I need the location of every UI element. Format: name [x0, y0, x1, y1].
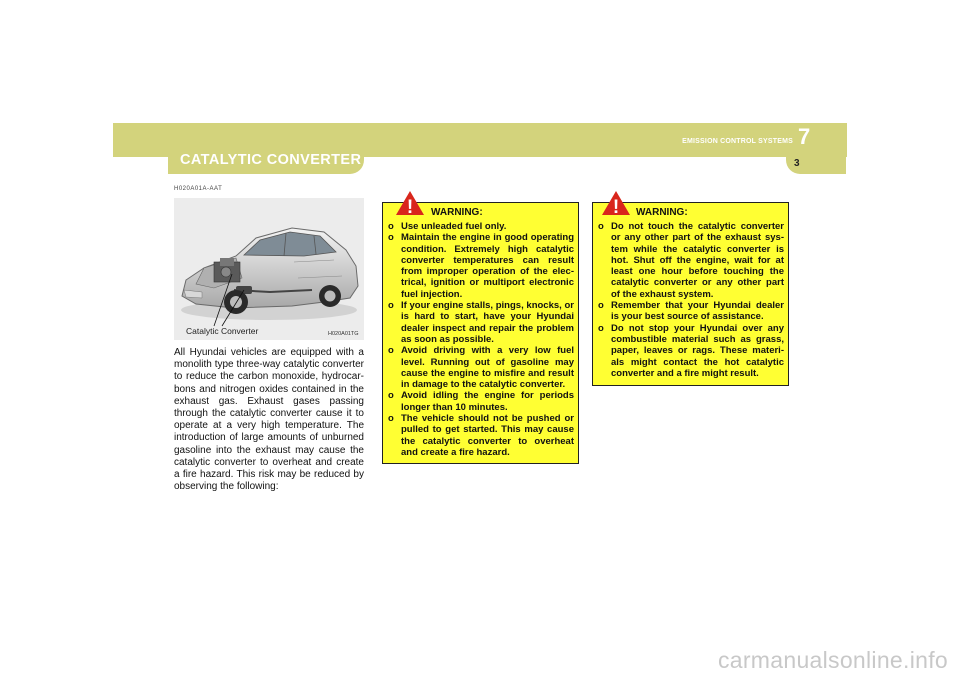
chapter-number: 7 — [798, 124, 811, 149]
watermark: carmanualsonline.info — [717, 647, 948, 673]
body-paragraph: All Hyundai vehicles are equipped with a monolith type three-way catalytic converter to reduce the carbon monoxide, hydrocar-bons and nitrogen oxides contained in the exhaust gas. Exhaust gases passing through the catalytic converter cause it to operate at a very high temperature. The introduction of large amounts of unburned gasoline into the exhaust may cause the catalytic converter to overheat and create a fire hazard. This risk may be reduced by observing the following: — [174, 347, 364, 493]
list-item-text: Remember that your Hyundai dealer is your best source of assistance. — [611, 300, 784, 323]
list-item — [598, 221, 784, 300]
list-item — [388, 300, 574, 345]
list-item — [598, 323, 784, 379]
list-item — [388, 413, 574, 458]
list-bullet: o — [598, 221, 604, 232]
warning-icon — [601, 190, 631, 216]
list-item-text: If your engine stalls, pings, knocks, or is hard to start, have your Hyundai dealer inspect and repair the problem as soon as possible. — [401, 300, 574, 345]
warning-icon — [395, 190, 425, 216]
warning-icon-mark: ! — [612, 197, 620, 216]
warning-list — [598, 221, 784, 379]
list-item-text: Do not stop your Hyundai over any combustible material such as grass, paper, leaves or rags. These materi-als might contact the hot catalytic converter and a fire might result. — [611, 322, 784, 379]
list-item — [388, 221, 574, 232]
catalytic-converter-figure — [174, 198, 364, 340]
list-bullet: o — [388, 232, 394, 244]
warning-box-hot-exhaust — [592, 197, 789, 386]
figure-code: H020A01TG — [328, 331, 359, 337]
warning-list — [388, 221, 574, 458]
list-bullet: o — [388, 300, 394, 312]
list-bullet: o — [388, 413, 394, 425]
list-bullet: o — [598, 300, 604, 312]
list-item-text: Use unleaded fuel only. — [401, 221, 507, 232]
chapter-label: EMISSION CONTROL SYSTEMS — [682, 138, 793, 145]
page-number: 3 — [794, 158, 800, 169]
car-illustration — [174, 198, 364, 340]
list-bullet: o — [388, 390, 394, 402]
list-item-text: Maintain the engine in good operating condition. Extremely high catalytic converter temperatures can result from improper operation of the elec-trical, ignition or multiport electronic fuel injection. — [401, 232, 574, 300]
list-item — [598, 300, 784, 323]
list-item-text: Avoid driving with a very low fuel level. Running out of gasoline may cause the engine to misfire and result in damage to the catalytic converter. — [401, 345, 574, 391]
list-bullet: o — [388, 345, 394, 357]
warning-title: WARNING: — [431, 207, 483, 218]
list-item-text: Do not touch the catalytic converter or any other part of the exhaust sys-tem while the catalytic converter is hot. Shut off the engine, wait for at least one hour before touching the catalytic converter or any other part of the exhaust system. — [611, 221, 784, 300]
list-item-text: Avoid idling the engine for periods longer than 10 minutes. — [401, 390, 574, 413]
list-item-text: The vehicle should not be pushed or pulled to get started. This may cause the catalytic converter to overheat and create a fire hazard. — [401, 413, 574, 458]
figure-caption: Catalytic Converter — [186, 326, 259, 336]
list-bullet: o — [598, 322, 604, 334]
list-item — [388, 345, 574, 390]
warning-title: WARNING: — [636, 207, 688, 218]
reference-code: H020A01A-AAT — [174, 186, 223, 192]
section-title: CATALYTIC CONVERTER — [180, 152, 362, 168]
list-item — [388, 390, 574, 413]
warning-box-fuel — [382, 197, 579, 464]
list-bullet: o — [388, 221, 394, 232]
list-item — [388, 232, 574, 300]
warning-icon-mark: ! — [406, 197, 414, 216]
